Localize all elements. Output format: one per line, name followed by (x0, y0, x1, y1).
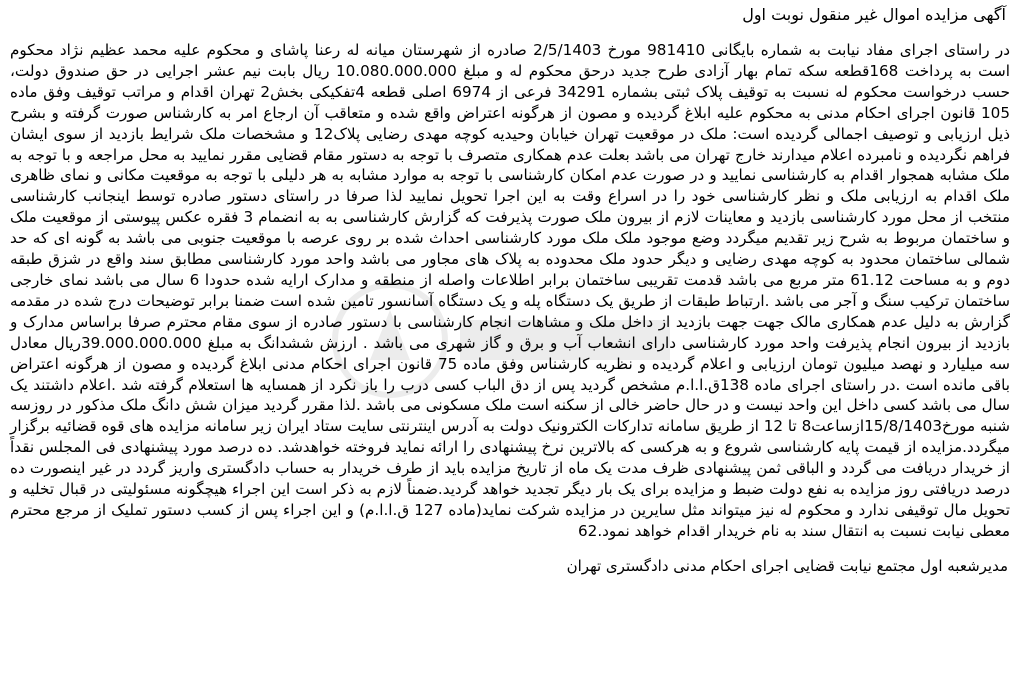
notice-signature: مدیرشعبه اول مجتمع نیابت قضایی اجرای احکام مدنی دادگستری تهران (566, 556, 1008, 575)
auction-notice (6, 4, 1014, 684)
notice-title: آگهی مزایده اموال غیر منقول نوبت اول (742, 5, 1006, 24)
notice-body: در راستای اجرای مفاد نیابت به شماره بایگانی 981410 مورخ 2/5/1403 صادره از شهرستان میانه له رعنا پاشای و محکوم علیه محمد عظیم نژاد محکوم است به پرداخت 168قطعه سکه تمام بهار آزادی طرح جدید درحق محکوم له و مبلغ 10.080.000.000 ریال بابت نیم عشر اجرایی در حق صندوق دولت، حسب درخواست محکوم له نسبت به توقیف پلاک ثبتی بشماره 34291 فرعی از 6974 اصلی قطعه 4تفکیکی بخش2 تهران اقدام و مراتب توقیف وفق ماده 105 قانون اجرای احکام مدنی به محکوم علیه ابلاغ گردیده و مصون از هرگونه اعتراض واقع شده و متعاقب آن ارجاع امر به کارشناس صورت گرفته و بشرح ذیل ارزیابی و توصیف اجمالی گردیده است: ملک در موقعیت تهران خیابان وحیدیه کوچه مهدی رضایی پلاک12 و مشخصات ملک شرایط بازدید از سوی ایشان فراهم نگردیده و نامبرده اعلام میدارند خارج تهران می باشد بعلت عدم همکاری متصرف با توجه به دستور مقام قضایی مقرر نمایید به محل مراجعه و با توجه به ملک مشابه همجوار اقدام به کارشناسی نمایید و در صورت عدم امکان کارشناسی با توجه به موارد مشابه به هر دلیلی با توجه به موقعیت مکانی و نمای ظاهری ملک اقدام به ارزیابی ملک و نظر کارشناسی خود را در اسراع وقت به این اجرا تحویل نمایید لذا صرفا در راستای دستور صادره توسط اینجانب کارشناسی منتخب از محل مورد کارشناسی بازدید و معاینات لازم از بیرون ملک صورت پذیرفت که گزارش کارشناسی به به انضمام 3 فقره عکس پیوستی از موقعیت ملک و ساختمان مربوط به شرح زیر تقدیم میگردد وضع موجود ملک ملک مورد کارشناسی احداث شده بر روی عرصه با موقعیت جنوبی می باشد به گونه ای که حد شمالی ساختمان محدود به کوچه مهدی رضایی و دیگر حدود ملک محدوده به پلاک های مجاور می باشد واحد مورد کارشناسی مطابق سند واقع در شزق طبقه دوم و به مساحت 61.12 متر مربع می باشد قدمت تقریبی ساختمان برابر اطلاعات واصله از منطقه و مدارک ارایه شده حدودا 6 سال می باشد نمای خارجی ساختمان ترکیب سنگ و آجر می باشد .ارتباط طبقات از طریق یک دستگاه پله و یک دستگاه آسانسور تامین شده است ضمنا برابر توضیحات درج شده در مقدمه گزارش به دلیل عدم همکاری مالک جهت جهت بازدید از داخل ملک و مشاهات انجام کارشناسی با دستور صادره از سوی مقام محترم صرفا براساس مدارک و بازدید از بیرون انجام پذیرفت واحد مورد کارشناسی دارای انشعاب آب و برق و گاز شهری می باشد . ارزش ششدانگ به مبلغ 39.000.000.000ریال معادل سه میلیارد و نهصد میلیون تومان ارزیابی و اعلام گردیده و نظریه کارشناس وفق ماده 75 قانون اجرای احکام مدنی ابلاغ گردیده و مصون از هرگونه اعتراض باقی مانده است .در راستای اجرای ماده 138ق.ا.ا.م مشخص گردید پس از دق الباب کسی درب را باز نکرد از همسایه ها استعلام گرفته شد .اعلام داشتند یک سال می باشد کسی داخل این واحد نیست و در حال حاضر خالی از سکنه است ملک مسکونی می باشد .لذا مقرر گردید میزان شش دانگ ملک مذکور در روزسه شنبه مورخ15/8/1403ازساعت8 تا 12 از طریق سامانه تدارکات الکترونیک دولت به آدرس اینترنتی سایت ستاد ایران زیر سامانه مزایده های قوه قضائیه برگزار میگردد.مزایده از قیمت پایه کارشناسی شروع و به هرکسی که بالاترین نرخ پیشنهادی را ارائه نماید فروخته خواهدشد. ده درصد مورد پیشنهادی فی المجلس نقداً از خریدار دریافت می گردد و الباقی ثمن پیشنهادی ظرف مدت یک ماه از تاریخ مزایده باید از طرف خریدار به حساب دادگستری واریز گردد در غیر اینصورت ده درصد دریافتی روز مزایده به نفع دولت ضبط و مزایده برای یک بار دیگر تجدید خواهد گردید.ضمناً لازم به ذکر است این اجراء هیچگونه مسئولیتی در قبال تخلیه و تحویل مال توقیفی ندارد و محکوم له نیز میتواند مثل سایرین در مزایده شرکت نماید(ماده 127 ق.ا.ا.م) و این اجراء پس از کسب دستور تملیک از مرجع محترم معطی نیابت نسبت به انتقال سند به نام خریدار اقدام خواهد نمود.62 (10, 41, 1011, 540)
